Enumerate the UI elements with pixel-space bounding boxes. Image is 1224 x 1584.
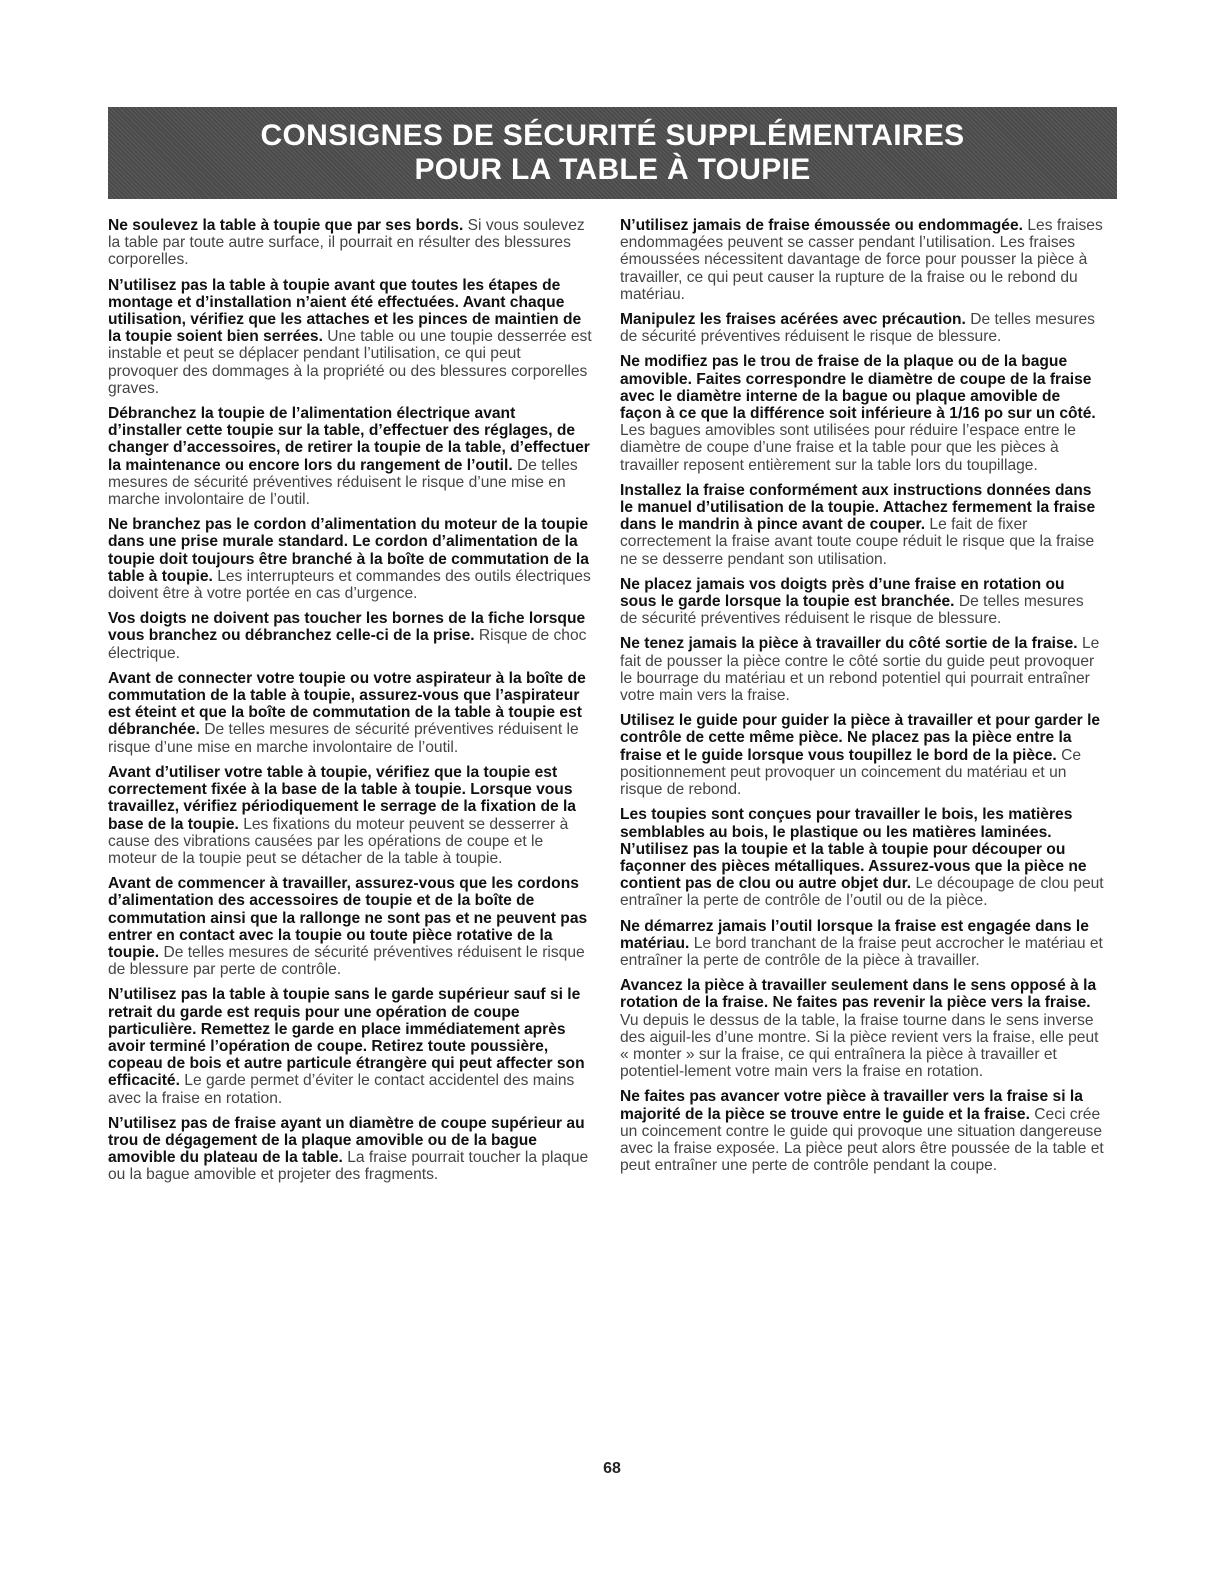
paragraph-body: De telles mesures de sécurité préventives réduisent le risque d’une mise en marche involontaire de l’outil. <box>108 456 578 509</box>
paragraph-body: Risque de choc électrique. <box>108 627 587 662</box>
paragraph-body: De telles mesures de sécurité préventives réduisent le risque de blessure. <box>620 311 1095 346</box>
paragraph-lead: Ne soulevez la table à toupie que par ses bords. <box>108 217 464 234</box>
safety-paragraph <box>620 635 1104 704</box>
safety-paragraph <box>108 670 592 756</box>
right-column <box>620 217 1104 1182</box>
paragraph-lead: Les toupies sont conçues pour travailler le bois, les matières semblables au bois, le plastique ou les matières laminées. N’utilisez pas la toupie et la table à toupie pour découper ou façonner des pièces métalliques. Assurez-vous que la pièce ne contient pas de clou ou autre objet dur. <box>620 806 1087 893</box>
safety-paragraph <box>108 875 592 978</box>
safety-paragraph <box>620 712 1104 798</box>
safety-paragraph <box>620 1088 1104 1174</box>
safety-paragraph <box>108 516 592 602</box>
safety-paragraph <box>108 1115 592 1184</box>
paragraph-body: Les fixations du moteur peuvent se desserrer à cause des vibrations causées par les opérations de coupe et le moteur de la toupie peut se détacher de la table à toupie. <box>108 815 569 867</box>
paragraph-body: De telles mesures de sécurité préventives réduisent le risque d’une mise en marche involontaire de l’outil. <box>108 721 579 756</box>
paragraph-body: Une table ou une toupie desserrée est instable et peut se déplacer pendant l’utilisation, ce qui peut provoquer des dommages à la propriété ou des blessures corporelles graves. <box>108 328 592 397</box>
safety-paragraph <box>108 405 592 508</box>
safety-paragraph <box>620 977 1104 1080</box>
paragraph-lead: Installez la fraise conformément aux instructions données dans le manuel d’utilisation de la toupie. Attachez fermement la fraise dans le mandrin à pince avant de couper. <box>620 481 1096 534</box>
paragraph-body: De telles mesures de sécurité préventives réduisent le risque de blessure par perte de contrôle. <box>108 943 585 979</box>
safety-paragraph <box>620 353 1104 473</box>
safety-paragraph <box>108 217 592 269</box>
paragraph-body: Les interrupteurs et commandes des outils électriques doivent être à votre portée en cas d’urgence. <box>108 567 591 603</box>
safety-paragraph <box>620 918 1104 970</box>
safety-paragraph <box>620 806 1104 909</box>
paragraph-lead: Avant d’utiliser votre table à toupie, vérifiez que la toupie est correctement fixée à la base de la table à toupie. Lorsque vous travaillez, vérifiez périodiquement le serrage de la fixation de la base de la toupie. <box>108 763 576 833</box>
safety-paragraph <box>620 576 1104 628</box>
safety-paragraph <box>620 217 1104 303</box>
paragraph-lead: Ne placez jamais vos doigts près d’une fraise en rotation ou sous le garde lorsque la toupie est branchée. <box>620 575 1065 611</box>
paragraph-body: Si vous soulevez la table par toute autre surface, il pourrait en résulter des blessures corporelles. <box>108 217 585 269</box>
banner-title-line-1: CONSIGNES DE SÉCURITÉ SUPPLÉMENTAIRES <box>260 119 965 152</box>
paragraph-lead: Ne tenez jamais la pièce à travailler du côté sortie de la fraise. <box>620 635 1078 653</box>
paragraph-lead: Avant de commencer à travailler, assurez-vous que les cordons d’alimentation des accessoires de toupie et de la boîte de commutation ainsi que la rallonge ne sont pas et ne peuvent pas entrer en contact avec la toupie ou toute pièce rotative de la toupie. <box>108 875 588 961</box>
paragraph-lead: Ne branchez pas le cordon d’alimentation du moteur de la toupie dans une prise murale standard. Le cordon d’alimentation de la toupie doit toujours être branché à la boîte de commutation de la table à toupie. <box>108 516 589 585</box>
paragraph-body: Le fait de pousser la pièce contre le côté sortie du guide peut provoquer le bourrage du matériau et un rebond potentiel qui pourrait entraîner votre main vers la fraise. <box>620 635 1100 705</box>
left-column <box>108 217 592 1192</box>
paragraph-lead: Ne faites pas avancer votre pièce à travailler vers la fraise si la majorité de la pièce se trouve entre le guide et la fraise. <box>620 1088 1083 1123</box>
paragraph-lead: Avancez la pièce à travailler seulement dans le sens opposé à la rotation de la fraise. Ne faites pas revenir la pièce vers la fraise. <box>620 977 1097 1012</box>
page-number: 68 <box>603 1460 621 1477</box>
paragraph-lead: Vos doigts ne doivent pas toucher les bornes de la fiche lorsque vous branchez ou débranchez celle-ci de la prise. <box>108 610 586 645</box>
paragraph-lead: Débranchez la toupie de l’alimentation électrique avant d’installer cette toupie sur la table, d’effectuer des réglages, de changer d’accessoires, de retirer la toupie de la table, d’effectuer la maintenance ou encore lors du rangement de l’outil. <box>108 405 590 474</box>
paragraph-lead: Avant de connecter votre toupie ou votre aspirateur à la boîte de commutation de la table à toupie, assurez-vous que l’aspirateur est éteint et que la boîte de commutation de la table à toupie est débranchée. <box>108 669 586 739</box>
paragraph-body: Les bagues amovibles sont utilisées pour réduire l’espace entre le diamètre de coupe d’une fraise et la table pour que les pièces à travailler reposent entièrement sur la table lors du toupillage. <box>620 422 1076 474</box>
paragraph-body: Les fraises endommagées peuvent se casser pendant l’utilisation. Les fraises émoussées nécessitent davantage de force pour pousser la pièce à travailler, ce qui peut causer la rupture de la fraise ou le rebond du matériau. <box>620 217 1103 303</box>
safety-paragraph <box>620 311 1104 345</box>
safety-paragraph <box>108 277 592 397</box>
paragraph-lead: N’utilisez pas la table à toupie sans le garde supérieur sauf si le retrait du garde est requis pour une opération de coupe particulière. Remettez le garde en place immédiatement après avoir terminé l’opération de coupe. Retirez toute poussière, copeau de bois et autre particule étrangère qui peut affecter son efficacité. <box>108 986 585 1090</box>
safety-paragraph <box>108 610 592 662</box>
paragraph-body: Le garde permet d’éviter le contact accidentel des mains avec la fraise en rotation. <box>108 1072 575 1107</box>
paragraph-lead: N’utilisez pas la table à toupie avant que toutes les étapes de montage et d’installation n’aient été effectuées. Avant chaque utilisation, vérifiez que les attaches et les pinces de maintien de la toupie soient bien serrées. <box>108 276 582 346</box>
paragraph-lead: N’utilisez pas de fraise ayant un diamètre de coupe supérieur au trou de dégagement de la plaque amovible ou de la bague amovible du plateau de la table. <box>108 1114 585 1167</box>
paragraph-body: Le bord tranchant de la fraise peut accrocher le matériau et entraîner la perte de contrôle de la pièce à travailler. <box>620 934 1103 969</box>
section-banner <box>108 107 1117 199</box>
paragraph-body: Le fait de fixer correctement la fraise avant toute coupe réduit le risque que la fraise ne se desserre pendant son utilisation. <box>620 516 1095 568</box>
paragraph-lead: N’utilisez jamais de fraise émoussée ou endommagée. <box>620 217 1023 234</box>
banner-title-line-2: POUR LA TABLE À TOUPIE <box>414 153 811 186</box>
paragraph-lead: Manipulez les fraises acérées avec précaution. <box>620 311 966 329</box>
paragraph-lead: Ne modifiez pas le trou de fraise de la plaque ou de la bague amovible. Faites correspondre le diamètre de coupe de la fraise avec le diamètre interne de la bague ou plaque amovible de façon à ce que la différence soit inférieure à 1/16 po sur un côté. <box>620 353 1096 423</box>
paragraph-body: De telles mesures de sécurité préventives réduisent le risque de blessure. <box>620 593 1084 628</box>
paragraph-lead: Ne démarrez jamais l’outil lorsque la fraise est engagée dans le matériau. <box>620 917 1089 952</box>
paragraph-body: Ceci crée un coincement contre le guide qui provoque une situation dangereuse avec la fraise exposée. La pièce peut alors être poussée de la table et peut entraîner une perte de contrôle pendant la coupe. <box>620 1105 1104 1175</box>
paragraph-body: Ce positionnement peut provoquer un coincement du matériau et un risque de rebond. <box>620 746 1082 799</box>
paragraph-body: Vu depuis le dessus de la table, la fraise tourne dans le sens inverse des aiguil-les d’une montre. Si la pièce revient vers la fraise, elle peut « monter » sur la fraise, ce qui entraînera la pièce à travailler et potentiel-lement votre main vers la fraise en rotation. <box>620 1011 1099 1081</box>
safety-paragraph <box>108 764 592 867</box>
paragraph-body: La fraise pourrait toucher la plaque ou la bague amovible et projeter des fragments. <box>108 1149 589 1184</box>
paragraph-lead: Utilisez le guide pour guider la pièce à travailler et pour garder le contrôle de cette même pièce. Ne placez pas la pièce entre la fraise et le guide lorsque vous toupillez le bord de la pièce. <box>620 712 1101 764</box>
safety-paragraph <box>108 986 592 1106</box>
paragraph-body: Le découpage de clou peut entraîner la perte de contrôle de l’outil ou de la pièce. <box>620 875 1104 910</box>
safety-paragraph <box>620 482 1104 568</box>
